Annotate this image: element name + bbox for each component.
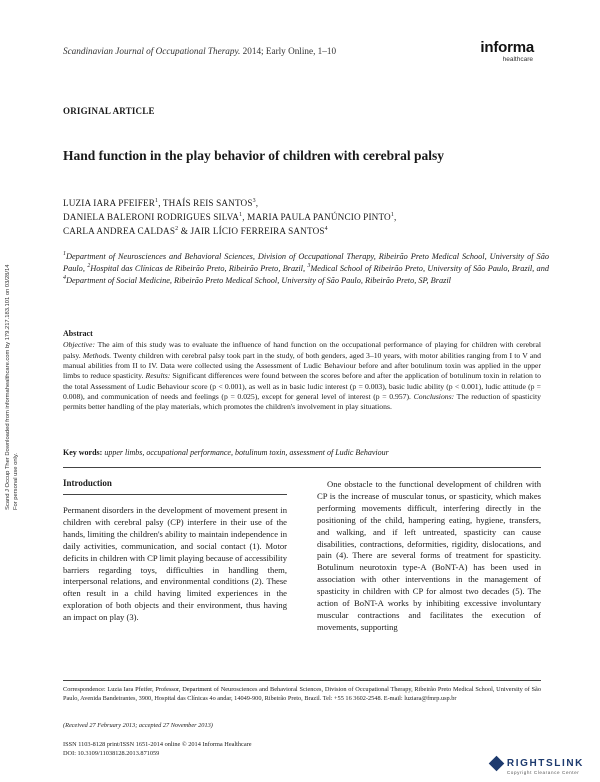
- affiliation: Medical School of Ribeirão Preto, University of São Paulo, Brazil, and: [310, 264, 550, 273]
- article-type: ORIGINAL ARTICLE: [63, 106, 155, 116]
- author-list: [63, 197, 543, 238]
- journal-citation: [63, 46, 336, 56]
- body-column-left: [63, 505, 287, 624]
- affiliation-mark: 2: [87, 263, 91, 270]
- heading-underline: [63, 494, 287, 495]
- affiliation-mark: 1: [63, 251, 66, 258]
- journal-name: Scandinavian Journal of Occupational Therapy.: [63, 46, 241, 56]
- conclusions-label: Conclusions:: [413, 392, 455, 402]
- author-affiliation-mark: 4: [324, 225, 328, 232]
- affiliation-mark: 4: [63, 275, 66, 282]
- doi-line: DOI: 10.3109/11038128.2013.871059: [63, 749, 160, 757]
- rightslink-diamond-icon: [489, 756, 505, 772]
- conclusions-text: The reduction of spasticity permits better handling of the play materials, which promotes the children's involvement in play situations.: [63, 392, 541, 412]
- footnote-divider: [63, 680, 541, 681]
- methods-text: Twenty children with cerebral palsy took part in the study, of both genders, aged 3–10 years, with motor abilities ranging from I to V and manual abilities from II to IV. Data were collected using the Assessment of Ludic Behaviour before and after botulinum toxin was applied in the upper limbs to reduce spasticity.: [63, 350, 541, 381]
- affiliation-mark: 3: [307, 263, 311, 270]
- publisher-name: informa: [480, 39, 534, 56]
- author-separator: &: [178, 225, 191, 236]
- body-paragraph: Permanent disorders in the development of movement present in children with cerebral palsy (CP) interfere in their use of the hands, limiting the children's ability to maintain independence in daily activities, communication, and social contact (1). Motor deficits in children with CP limit playing because of accessibility barriers regarding toys, difficulties in handling them, interpersonal relations, and environmental conditions (2). These often result in a child having limited experiences in the exploration of both objects and their environment, thus having an impact on play (3).: [63, 505, 287, 623]
- author-separator: ,: [255, 198, 259, 208]
- author: DANIELA BALERONI RODRIGUES SILVA: [63, 211, 240, 222]
- received-dates: (Received 27 February 2013; accepted 27 November 2013): [63, 722, 213, 729]
- objective-text: The aim of this study was to evaluate the influence of hand function on the occupational performance of playing for children with cerebral palsy.: [63, 340, 541, 360]
- rightslink-logo: [491, 758, 584, 775]
- download-watermark: [4, 250, 20, 510]
- publisher-division: healthcare: [502, 56, 533, 63]
- affiliation: Department of Neurosciences and Behavioral Sciences, Division of Occupational Therapy, Ribeirão Preto Medical School, University of São Paulo,: [63, 252, 549, 273]
- results-text: Significant differences were found between the scores before and after the application of botulinum toxin in relation to the total Assessment of Ludic Behaviour score (p < 0.001), as well as in basic ludic interest (p = 0.003), basic ludic ability (p < 0.001), ludic attitude (p = 0.008), and communication of needs and feelings (p = 0.025), except for general level of interest (p = 0.957).: [63, 371, 541, 402]
- introduction-heading: Introduction: [63, 478, 112, 488]
- methods-label: Methods.: [82, 350, 112, 360]
- correspondence-note: Correspondence: Luzia Iara Pfeifer, Professor, Department of Neurosciences and Behavioral Sciences, Division of Occupational Therapy, Ribeirão Preto Medical School, University of São Paulo, Avenida Bandeirantes, 3900, Hospital das Clínicas 4o andar, 14049-900, Ribeirão Preto, Brazil. Tel: +55 16 3602-2548. E-mail: luziara@fmrp.usp.br: [63, 686, 541, 702]
- author: CARLA ANDREA CALDAS: [63, 225, 176, 236]
- affiliations: [63, 251, 549, 287]
- section-divider: [63, 467, 541, 468]
- author-affiliation-mark: 3: [252, 197, 256, 204]
- affiliation: Hospital das Clínicas de Ribeirão Preto, Ribeirão Preto, Brazil,: [90, 264, 308, 273]
- author-affiliation-mark: 1: [390, 211, 394, 218]
- rightslink-name: RIGHTSLINK: [506, 758, 584, 769]
- issn-doi-block: [63, 741, 252, 758]
- publisher-logo: [480, 40, 534, 63]
- abstract-heading: Abstract: [63, 329, 93, 338]
- author-affiliation-mark: 1: [239, 211, 243, 218]
- body-paragraph: One obstacle to the functional development of children with CP is the increase of muscular tonus, or spasticity, which makes performing movements difficult, interfering directly in the positioning of the child, hampering eating, hygiene, transfers, and walking, and if left untreated, spasticity can cause disabilities, contractions, deformities, rigidity, dislocations, and pain (4). There are several forms of treatment for spasticity. Botulinum neurotoxin type-A (BoNT-A) has been used in association with other interventions in the management of spasticity in children with CP for almost two decades (5). The action of BoNT-A works by inhibiting excessive involuntary muscular contractions and facilitates the execution of movements, supporting: [317, 479, 541, 632]
- rightslink-subtitle: Copyright Clearance Center: [506, 770, 580, 775]
- body-column-right: [317, 479, 541, 634]
- keywords-label: Key words:: [63, 448, 103, 457]
- author-affiliation-mark: 2: [175, 225, 179, 232]
- author: JAIR LÍCIO FERREIRA SANTOS: [190, 225, 325, 236]
- author-separator: ,: [158, 198, 163, 208]
- issn-line: ISSN 1103-8128 print/ISSN 1651-2014 online © 2014 Informa Healthcare: [63, 741, 252, 748]
- personal-use-notice: For personal use only.: [13, 453, 19, 510]
- author-separator: ,: [242, 211, 248, 222]
- journal-issue-info: 2014; Early Online, 1–10: [240, 46, 337, 56]
- affiliation: Department of Social Medicine, Ribeirão Preto Medical School, University of São Paulo, Ribeirão Preto, SP, Brazil: [66, 276, 451, 285]
- author: THAÍS REIS SANTOS: [162, 198, 253, 208]
- download-notice: Scand J Occup Ther Downloaded from informahealthcare.com by 179.217.183.101 on 03/28/14: [5, 264, 11, 510]
- abstract: [63, 329, 541, 413]
- author: LUZIA IARA PFEIFER: [63, 198, 156, 208]
- rightslink-mark-row: [491, 758, 584, 769]
- objective-label: Objective:: [63, 340, 96, 350]
- keywords: [63, 448, 541, 457]
- author: MARIA PAULA PANÚNCIO PINTO: [247, 211, 391, 222]
- results-label: Results:: [145, 371, 171, 381]
- keywords-text: upper limbs, occupational performance, botulinum toxin, assessment of Ludic Behaviour: [102, 448, 389, 457]
- article-title: Hand function in the play behavior of children with cerebral palsy: [63, 148, 445, 163]
- author-affiliation-mark: 1: [155, 197, 159, 204]
- author-separator: ,: [393, 211, 397, 222]
